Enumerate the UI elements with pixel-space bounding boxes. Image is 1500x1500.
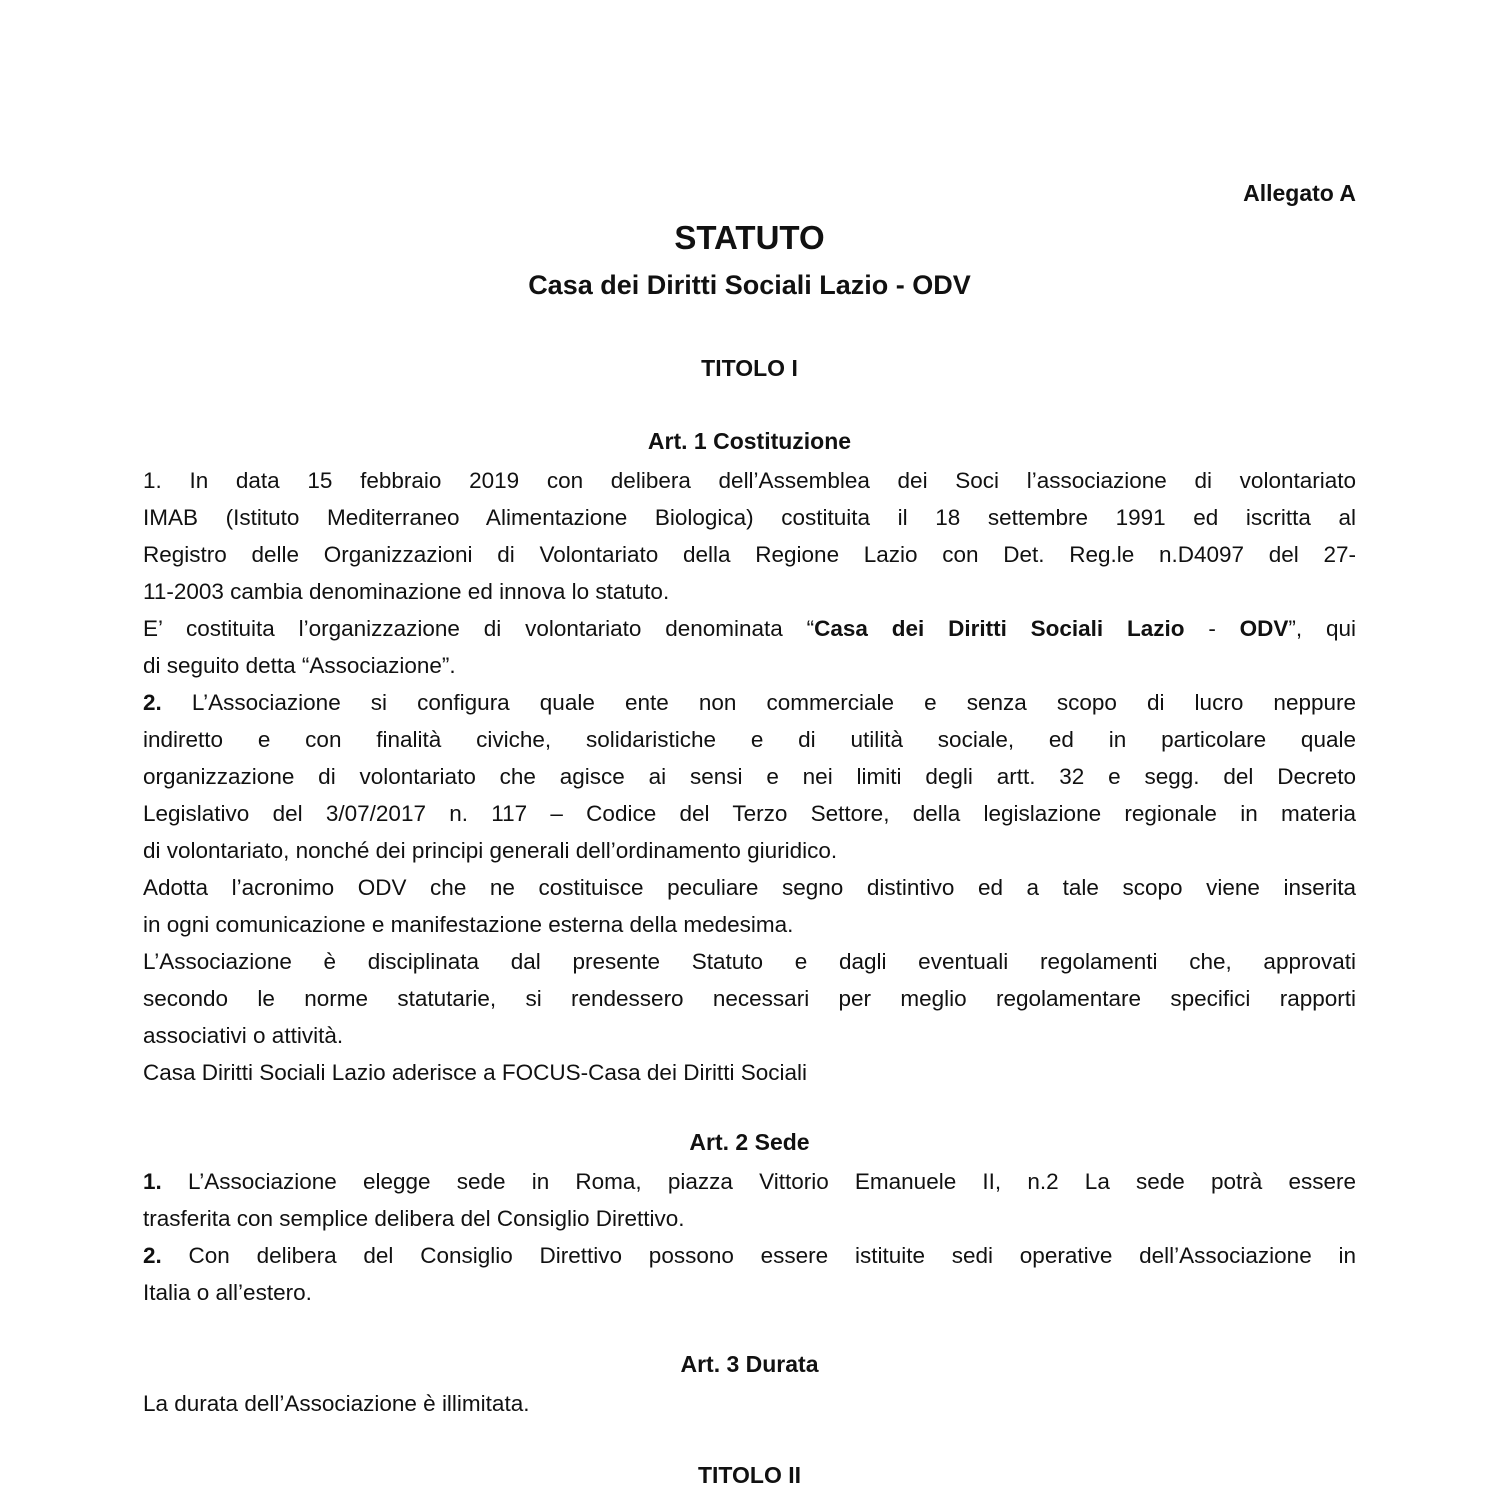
text-segment: Italia o all’estero. xyxy=(143,1280,312,1305)
text-line xyxy=(143,684,1356,721)
text-line xyxy=(143,721,1356,758)
art-3-heading: Art. 3 Durata xyxy=(680,1351,819,1377)
titolo-1-heading: TITOLO I xyxy=(701,355,798,381)
text-segment: L’Associazione è disciplinata dal presente Statuto e dagli eventuali regolamenti che, approvati xyxy=(143,949,1356,974)
text-line xyxy=(143,906,1356,943)
text-segment: di seguito detta “Associazione”. xyxy=(143,653,456,678)
text-segment: Legislativo del 3/07/2017 n. 117 – Codice del Terzo Settore, della legislazione regionale in materia xyxy=(143,801,1356,826)
art-2-heading: Art. 2 Sede xyxy=(689,1129,810,1155)
text-segment: ”, qui xyxy=(1288,616,1356,641)
text-segment: E’ costituita l’organizzazione di volontariato denominata “ xyxy=(143,616,815,641)
text-segment: La durata dell’Associazione è illimitata. xyxy=(143,1391,530,1416)
art-1-heading: Art. 1 Costituzione xyxy=(647,428,852,454)
text-segment: in ogni comunicazione e manifestazione esterna della medesima. xyxy=(143,912,794,937)
text-line xyxy=(143,795,1356,832)
text-segment: associativi o attività. xyxy=(143,1023,344,1048)
text-segment: IMAB (Istituto Mediterraneo Alimentazione Biologica) costituita il 18 settembre 1991 ed iscritta al xyxy=(143,505,1356,530)
text-line xyxy=(143,536,1356,573)
text-line xyxy=(143,573,1356,610)
text-line xyxy=(143,647,1356,684)
text-segment: 11-2003 cambia denominazione ed innova lo statuto. xyxy=(143,579,670,604)
bold-text: Casa dei Diritti Sociali Lazio xyxy=(814,616,1185,641)
titolo-2-heading: TITOLO II xyxy=(697,1462,802,1488)
document-title: STATUTO xyxy=(674,219,825,256)
text-line xyxy=(143,462,1356,499)
document-subtitle: Casa dei Diritti Sociali Lazio - ODV xyxy=(528,270,971,300)
text-segment: L’Associazione si configura quale ente non commerciale e senza scopo di lucro neppure xyxy=(161,690,1356,715)
text-line xyxy=(143,1237,1356,1274)
text-line xyxy=(143,943,1356,980)
text-line xyxy=(143,1017,1356,1054)
text-line xyxy=(143,832,1356,869)
text-segment: Adotta l’acronimo ODV che ne costituisce peculiare segno distintivo ed a tale scopo viene inserita xyxy=(143,875,1356,900)
text-line xyxy=(143,1385,1356,1422)
text-line xyxy=(143,1274,1356,1311)
text-line xyxy=(143,1054,1356,1091)
art-3-body xyxy=(143,1385,1356,1422)
text-segment: Con delibera del Consiglio Direttivo possono essere istituite sedi operative dell’Associazione in xyxy=(161,1243,1356,1268)
text-segment: L’Associazione elegge sede in Roma, piazza Vittorio Emanuele II, n.2 La sede potrà essere xyxy=(161,1169,1356,1194)
text-line xyxy=(143,610,1356,647)
text-segment: organizzazione di volontariato che agisce ai sensi e nei limiti degli artt. 32 e segg. del Decreto xyxy=(143,764,1356,789)
bold-text: 2. xyxy=(143,1243,162,1268)
text-line xyxy=(143,499,1356,536)
art-1-body xyxy=(143,462,1356,1091)
text-line xyxy=(143,980,1356,1017)
art-2-body xyxy=(143,1163,1356,1311)
text-segment: indiretto e con finalità civiche, solidaristiche e di utilità sociale, ed in particolare quale xyxy=(143,727,1356,752)
text-segment: secondo le norme statutarie, si rendessero necessari per meglio regolamentare specifici rapporti xyxy=(143,986,1356,1011)
text-segment: Casa Diritti Sociali Lazio aderisce a FOCUS-Casa dei Diritti Sociali xyxy=(143,1060,807,1085)
bold-text: ODV xyxy=(1239,616,1289,641)
text-line xyxy=(143,1200,1356,1237)
text-segment: trasferita con semplice delibera del Consiglio Direttivo. xyxy=(143,1206,685,1231)
text-line xyxy=(143,869,1356,906)
text-segment: 1. In data 15 febbraio 2019 con delibera dell’Assemblea dei Soci l’associazione di volontariato xyxy=(143,468,1356,493)
text-line xyxy=(143,1163,1356,1200)
text-segment: di volontariato, nonché dei principi generali dell’ordinamento giuridico. xyxy=(143,838,838,863)
text-segment: Registro delle Organizzazioni di Volontariato della Regione Lazio con Det. Reg.le n.D4097 del 27- xyxy=(143,542,1356,567)
text-line xyxy=(143,758,1356,795)
text-segment: - xyxy=(1184,616,1240,641)
bold-text: 1. xyxy=(143,1169,162,1194)
allegato-label: Allegato A xyxy=(1243,180,1356,206)
bold-text: 2. xyxy=(143,690,162,715)
